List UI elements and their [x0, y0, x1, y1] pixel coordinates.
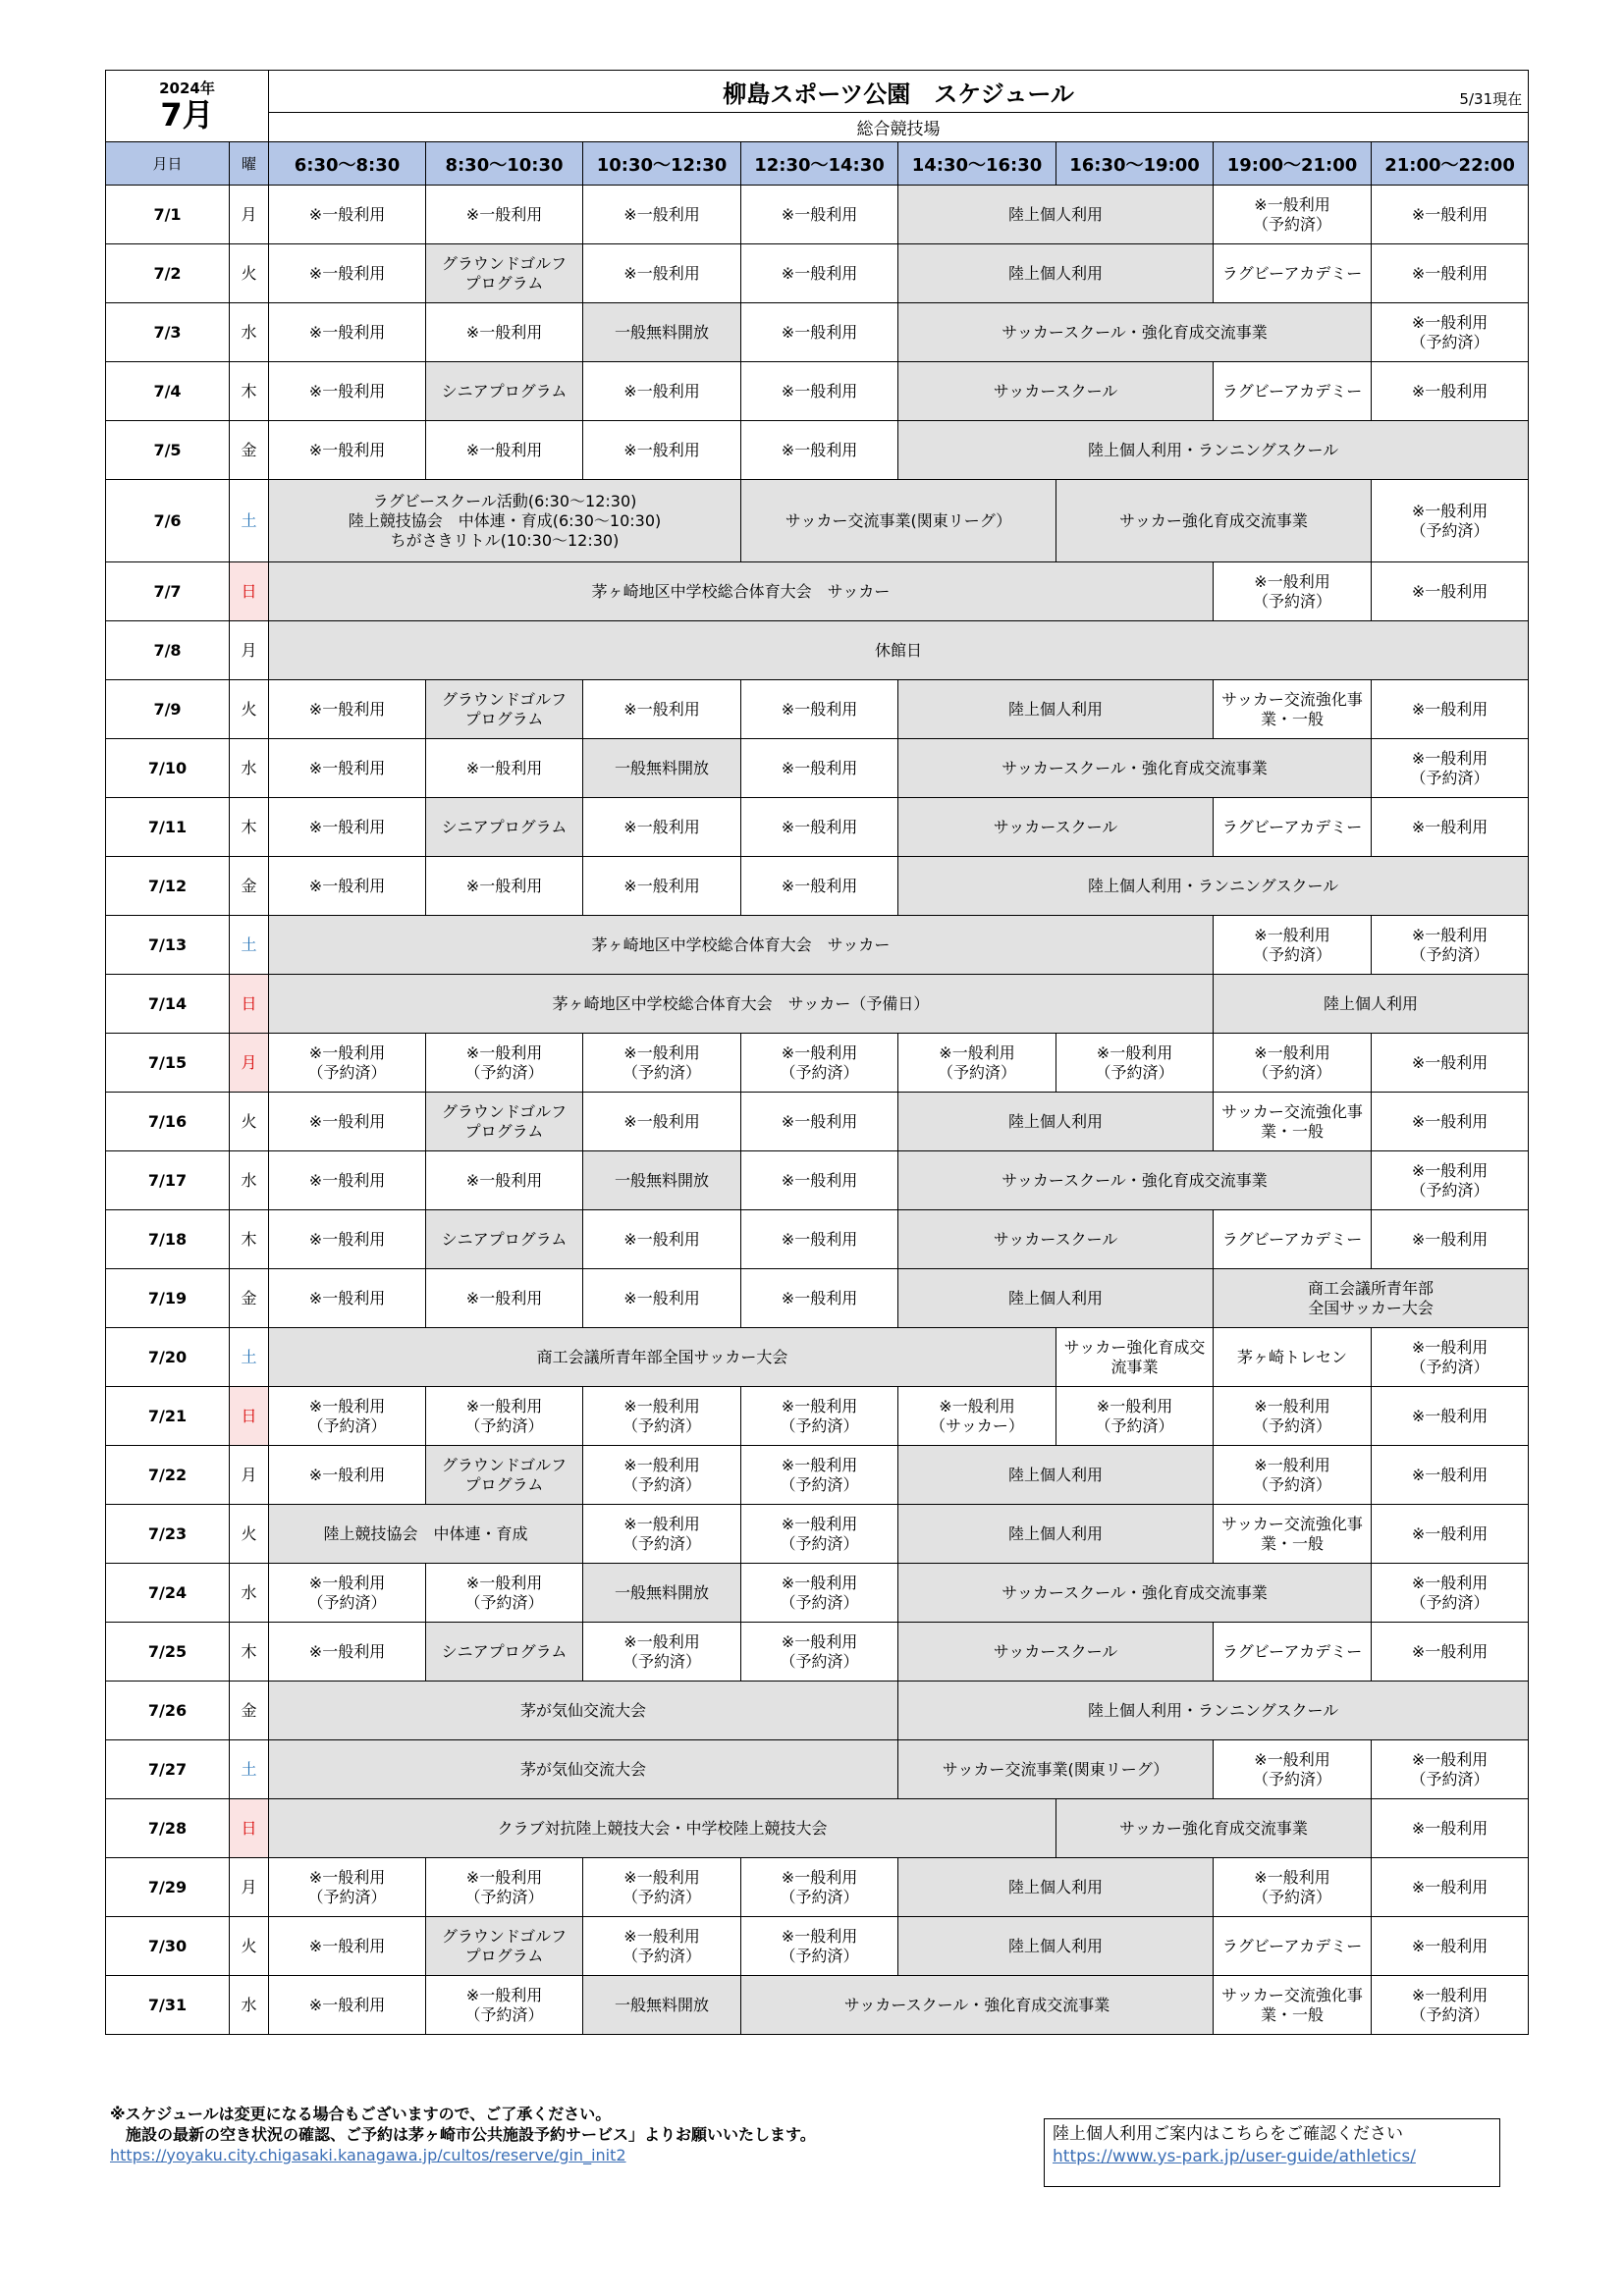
schedule-cell: ※一般利用 — [1372, 362, 1529, 421]
schedule-cell: ※一般利用 — [583, 186, 741, 244]
table-row — [106, 1505, 1529, 1564]
weekday-cell: 土 — [230, 1328, 269, 1387]
table-row — [106, 1623, 1529, 1682]
schedule-cell: ※一般利用 — [583, 857, 741, 916]
date-cell: 7/14 — [106, 975, 230, 1034]
schedule-cell: ※一般利用 （予約済） — [269, 1034, 426, 1093]
weekday-cell: 月 — [230, 621, 269, 680]
date-cell: 7/29 — [106, 1858, 230, 1917]
page-title: 柳島スポーツ公園 スケジュール — [723, 80, 1074, 108]
table-row — [106, 1269, 1529, 1328]
schedule-cell: ※一般利用 （予約済） — [583, 1034, 741, 1093]
schedule-cell: サッカー交流強化事業・一般 — [1214, 1093, 1372, 1151]
schedule-cell: ※一般利用 — [1372, 186, 1529, 244]
schedule-cell: ※一般利用 — [269, 303, 426, 362]
schedule-cell: ※一般利用 — [269, 1623, 426, 1682]
schedule-cell: ※一般利用 — [741, 857, 898, 916]
schedule-cell: 陸上競技協会 中体連・育成 — [269, 1505, 583, 1564]
schedule-cell: ※一般利用 — [1372, 1210, 1529, 1269]
column-header: 21:00～22:00 — [1372, 142, 1529, 186]
reservation-link[interactable]: https://yoyaku.city.chigasaki.kanagawa.jp/cultos/reserve/gin_init2 — [110, 2146, 626, 2164]
weekday-cell: 月 — [230, 1034, 269, 1093]
weekday-cell: 土 — [230, 1740, 269, 1799]
info-box-text: 陸上個人利用ご案内はこちらをご確認ください — [1053, 2124, 1403, 2144]
schedule-cell: ※一般利用 — [269, 421, 426, 480]
schedule-cell: ※一般利用 — [426, 739, 583, 798]
date-cell: 7/23 — [106, 1505, 230, 1564]
schedule-cell: ※一般利用 — [269, 1976, 426, 2035]
schedule-cell: ※一般利用 （予約済） — [426, 1034, 583, 1093]
schedule-cell: サッカー強化育成交流事業 — [1056, 1799, 1372, 1858]
schedule-cell: ※一般利用 （予約済） — [1372, 1328, 1529, 1387]
schedule-cell: ※一般利用 — [583, 680, 741, 739]
weekday-cell: 水 — [230, 1976, 269, 2035]
schedule-cell: ラグビースクール活動(6:30～12:30) 陸上競技協会 中体連・育成(6:30～10:30) ちがさきリトル(10:30～12:30) — [269, 480, 741, 562]
table-row — [106, 421, 1529, 480]
schedule-cell: ※一般利用 — [583, 244, 741, 303]
weekday-cell: 月 — [230, 186, 269, 244]
schedule-cell: ※一般利用 — [426, 857, 583, 916]
weekday-cell: 木 — [230, 1210, 269, 1269]
schedule-cell: 茅ヶ崎地区中学校総合体育大会 サッカー（予備日） — [269, 975, 1214, 1034]
schedule-cell: ※一般利用 （予約済） — [1214, 1858, 1372, 1917]
weekday-cell: 日 — [230, 562, 269, 621]
schedule-cell: ※一般利用 （予約済） — [426, 1564, 583, 1623]
schedule-cell: ※一般利用 — [741, 680, 898, 739]
weekday-cell: 木 — [230, 1623, 269, 1682]
table-row — [106, 480, 1529, 562]
schedule-cell: 茅が気仙交流大会 — [269, 1740, 898, 1799]
column-header: 12:30～14:30 — [741, 142, 898, 186]
schedule-cell: ※一般利用 （サッカー） — [898, 1387, 1056, 1446]
table-row — [106, 186, 1529, 244]
schedule-cell: ※一般利用 — [583, 1093, 741, 1151]
schedule-cell: ※一般利用 （予約済） — [583, 1858, 741, 1917]
schedule-cell: ※一般利用 — [1372, 1623, 1529, 1682]
schedule-cell: ※一般利用 — [583, 362, 741, 421]
table-row — [106, 1740, 1529, 1799]
schedule-cell: ※一般利用 — [1372, 1799, 1529, 1858]
table-row — [106, 680, 1529, 739]
schedule-cell: ※一般利用 （予約済） — [1372, 1564, 1529, 1623]
schedule-cell: 陸上個人利用 — [898, 1917, 1214, 1976]
schedule-cell: グラウンドゴルフ プログラム — [426, 244, 583, 303]
schedule-cell: サッカースクール・強化育成交流事業 — [898, 1151, 1372, 1210]
date-cell: 7/18 — [106, 1210, 230, 1269]
schedule-cell: サッカー強化育成交流事業 — [1056, 1328, 1214, 1387]
schedule-cell: サッカースクール — [898, 798, 1214, 857]
schedule-cell: ※一般利用 （予約済） — [426, 1387, 583, 1446]
schedule-cell: ※一般利用 — [269, 680, 426, 739]
table-row — [106, 1034, 1529, 1093]
schedule-cell: ※一般利用 （予約済） — [741, 1505, 898, 1564]
table-row — [106, 244, 1529, 303]
schedule-cell: ※一般利用 （予約済） — [741, 1623, 898, 1682]
schedule-cell: ※一般利用 （予約済） — [1214, 916, 1372, 975]
schedule-cell: ※一般利用 （予約済） — [1214, 186, 1372, 244]
schedule-cell: ※一般利用 （予約済） — [1056, 1387, 1214, 1446]
schedule-cell: ラグビーアカデミー — [1214, 1210, 1372, 1269]
schedule-cell: ※一般利用 （予約済） — [269, 1858, 426, 1917]
date-cell: 7/20 — [106, 1328, 230, 1387]
schedule-cell: ※一般利用 （予約済） — [583, 1623, 741, 1682]
schedule-cell: ※一般利用 — [269, 1151, 426, 1210]
schedule-cell: ※一般利用 — [583, 1269, 741, 1328]
schedule-cell: サッカースクール — [898, 362, 1214, 421]
column-header: 14:30～16:30 — [898, 142, 1056, 186]
schedule-cell: ※一般利用 — [426, 1151, 583, 1210]
schedule-cell: ※一般利用 — [269, 1210, 426, 1269]
date-cell: 7/9 — [106, 680, 230, 739]
schedule-cell: サッカー交流強化事業・一般 — [1214, 680, 1372, 739]
schedule-cell: ※一般利用 （予約済） — [741, 1034, 898, 1093]
schedule-body — [106, 186, 1529, 2035]
schedule-cell: ※一般利用 （予約済） — [1372, 1740, 1529, 1799]
weekday-cell: 金 — [230, 857, 269, 916]
schedule-cell: ※一般利用 — [269, 1269, 426, 1328]
schedule-cell: グラウンドゴルフ プログラム — [426, 1446, 583, 1505]
schedule-cell: ※一般利用 （予約済） — [426, 1858, 583, 1917]
schedule-cell: 商工会議所青年部 全国サッカー大会 — [1214, 1269, 1529, 1328]
schedule-cell: ※一般利用 — [269, 1917, 426, 1976]
table-row — [106, 1682, 1529, 1740]
weekday-cell: 月 — [230, 1446, 269, 1505]
schedule-cell: ※一般利用 （予約済） — [741, 1387, 898, 1446]
schedule-cell: ※一般利用 — [741, 244, 898, 303]
schedule-cell: シニアプログラム — [426, 798, 583, 857]
schedule-cell: 休館日 — [269, 621, 1529, 680]
schedule-cell: 陸上個人利用 — [898, 1269, 1214, 1328]
table-row — [106, 562, 1529, 621]
weekday-cell: 木 — [230, 798, 269, 857]
date-cell: 7/7 — [106, 562, 230, 621]
date-cell: 7/24 — [106, 1564, 230, 1623]
schedule-cell: 茅が気仙交流大会 — [269, 1682, 898, 1740]
schedule-cell: グラウンドゴルフ プログラム — [426, 680, 583, 739]
column-header: 6:30～8:30 — [269, 142, 426, 186]
table-row — [106, 1210, 1529, 1269]
schedule-cell: 陸上個人利用・ランニングスクール — [898, 421, 1529, 480]
schedule-cell: ※一般利用 — [741, 303, 898, 362]
table-row — [106, 1093, 1529, 1151]
schedule-cell: サッカースクール・強化育成交流事業 — [898, 739, 1372, 798]
schedule-cell: 陸上個人利用・ランニングスクール — [898, 857, 1529, 916]
schedule-cell: ※一般利用 — [741, 1269, 898, 1328]
date-cell: 7/22 — [106, 1446, 230, 1505]
weekday-cell: 水 — [230, 1564, 269, 1623]
year-label: 2024年 — [159, 80, 215, 97]
schedule-cell: グラウンドゴルフ プログラム — [426, 1093, 583, 1151]
weekday-cell: 金 — [230, 421, 269, 480]
schedule-cell: ※一般利用 — [741, 798, 898, 857]
venue-name: 総合競技場 — [269, 113, 1529, 142]
schedule-cell: ※一般利用 （予約済） — [1372, 1976, 1529, 2035]
weekday-cell: 水 — [230, 739, 269, 798]
schedule-cell: 陸上個人利用 — [1214, 975, 1529, 1034]
schedule-cell: ※一般利用 （予約済） — [741, 1564, 898, 1623]
table-row — [106, 1151, 1529, 1210]
table-row — [106, 916, 1529, 975]
month-header — [106, 71, 269, 142]
date-cell: 7/2 — [106, 244, 230, 303]
note-line-1: ※スケジュールは変更になる場合もございますので、ご了承ください。 — [110, 2105, 612, 2123]
schedule-cell: ※一般利用 — [741, 1151, 898, 1210]
as-of-date: 5/31現在 — [1459, 90, 1523, 108]
schedule-cell: ※一般利用 — [269, 186, 426, 244]
column-header: 19:00～21:00 — [1214, 142, 1372, 186]
schedule-cell: ※一般利用 — [1372, 798, 1529, 857]
date-cell: 7/4 — [106, 362, 230, 421]
date-cell: 7/28 — [106, 1799, 230, 1858]
schedule-cell: ※一般利用 — [741, 186, 898, 244]
schedule-cell: サッカースクール・強化育成交流事業 — [741, 1976, 1214, 2035]
table-row — [106, 303, 1529, 362]
weekday-cell: 水 — [230, 303, 269, 362]
schedule-cell: サッカースクール — [898, 1210, 1214, 1269]
weekday-cell: 金 — [230, 1269, 269, 1328]
note-line-2: 施設の最新の空き状況の確認、ご予約は茅ヶ崎市公共施設予約サービス」よりお願いいたします。 — [110, 2125, 816, 2144]
schedule-cell: 陸上個人利用 — [898, 244, 1214, 303]
schedule-cell: ラグビーアカデミー — [1214, 362, 1372, 421]
schedule-cell: サッカー交流強化事業・一般 — [1214, 1976, 1372, 2035]
schedule-cell: シニアプログラム — [426, 362, 583, 421]
schedule-cell: ※一般利用 （予約済） — [1214, 1387, 1372, 1446]
schedule-cell: 一般無料開放 — [583, 1151, 741, 1210]
schedule-cell: ※一般利用 （予約済） — [583, 1917, 741, 1976]
schedule-cell: ※一般利用 — [269, 739, 426, 798]
schedule-cell: ※一般利用 — [741, 421, 898, 480]
schedule-cell: ※一般利用 （予約済） — [741, 1446, 898, 1505]
schedule-cell: ※一般利用 （予約済） — [1056, 1034, 1214, 1093]
schedule-cell: ※一般利用 — [269, 798, 426, 857]
weekday-cell: 日 — [230, 1387, 269, 1446]
schedule-cell: ※一般利用 （予約済） — [1372, 480, 1529, 562]
weekday-cell: 火 — [230, 680, 269, 739]
schedule-cell: ラグビーアカデミー — [1214, 1917, 1372, 1976]
date-cell: 7/19 — [106, 1269, 230, 1328]
weekday-cell: 火 — [230, 1917, 269, 1976]
schedule-cell: ※一般利用 （予約済） — [1372, 739, 1529, 798]
schedule-cell: ※一般利用 （予約済） — [1372, 1151, 1529, 1210]
notes — [110, 2104, 1043, 2165]
schedule-cell: サッカースクール・強化育成交流事業 — [898, 1564, 1372, 1623]
schedule-cell: ※一般利用 — [269, 1446, 426, 1505]
column-header: 8:30～10:30 — [426, 142, 583, 186]
schedule-cell: ※一般利用 — [1372, 562, 1529, 621]
schedule-cell: ※一般利用 （予約済） — [583, 1505, 741, 1564]
schedule-cell: ※一般利用 （予約済） — [1214, 562, 1372, 621]
weekday-cell: 土 — [230, 916, 269, 975]
schedule-cell: ※一般利用 （予約済） — [898, 1034, 1056, 1093]
schedule-cell: クラブ対抗陸上競技大会・中学校陸上競技大会 — [269, 1799, 1056, 1858]
schedule-cell: 茅ヶ崎地区中学校総合体育大会 サッカー — [269, 916, 1214, 975]
schedule-cell: 陸上個人利用 — [898, 1505, 1214, 1564]
column-header: 10:30～12:30 — [583, 142, 741, 186]
date-cell: 7/30 — [106, 1917, 230, 1976]
table-row — [106, 798, 1529, 857]
schedule-cell: ※一般利用 （予約済） — [269, 1564, 426, 1623]
schedule-cell: ※一般利用 — [741, 362, 898, 421]
schedule-cell: 一般無料開放 — [583, 1564, 741, 1623]
date-cell: 7/12 — [106, 857, 230, 916]
schedule-cell: ※一般利用 — [269, 1093, 426, 1151]
table-row — [106, 1917, 1529, 1976]
date-cell: 7/5 — [106, 421, 230, 480]
table-row — [106, 362, 1529, 421]
date-cell: 7/13 — [106, 916, 230, 975]
schedule-cell: ※一般利用 （予約済） — [1214, 1446, 1372, 1505]
schedule-cell: ※一般利用 （予約済） — [583, 1387, 741, 1446]
schedule-cell: ラグビーアカデミー — [1214, 244, 1372, 303]
schedule-cell: 陸上個人利用 — [898, 1446, 1214, 1505]
table-row — [106, 857, 1529, 916]
schedule-cell: 商工会議所青年部全国サッカー大会 — [269, 1328, 1056, 1387]
schedule-sheet — [105, 70, 1528, 2035]
table-row — [106, 1858, 1529, 1917]
schedule-cell: ※一般利用 — [583, 798, 741, 857]
schedule-cell: ※一般利用 — [426, 186, 583, 244]
schedule-cell: ※一般利用 — [269, 857, 426, 916]
schedule-cell: ※一般利用 — [1372, 244, 1529, 303]
weekday-cell: 木 — [230, 362, 269, 421]
date-cell: 7/26 — [106, 1682, 230, 1740]
schedule-cell: ※一般利用 （予約済） — [741, 1858, 898, 1917]
schedule-cell: シニアプログラム — [426, 1210, 583, 1269]
schedule-cell: 陸上個人利用 — [898, 680, 1214, 739]
table-row — [106, 1446, 1529, 1505]
page-title-cell — [269, 71, 1529, 113]
schedule-cell: ※一般利用 （予約済） — [1372, 303, 1529, 362]
weekday-cell: 火 — [230, 244, 269, 303]
schedule-cell: ※一般利用 — [426, 1269, 583, 1328]
schedule-cell: 一般無料開放 — [583, 739, 741, 798]
date-cell: 7/21 — [106, 1387, 230, 1446]
schedule-cell: ※一般利用 （予約済） — [1372, 916, 1529, 975]
schedule-cell: ※一般利用 （予約済） — [1214, 1740, 1372, 1799]
schedule-cell: 陸上個人利用・ランニングスクール — [898, 1682, 1529, 1740]
schedule-cell: サッカースクール・強化育成交流事業 — [898, 303, 1372, 362]
schedule-cell: ※一般利用 — [269, 362, 426, 421]
weekday-cell: 土 — [230, 480, 269, 562]
table-row — [106, 621, 1529, 680]
schedule-cell: シニアプログラム — [426, 1623, 583, 1682]
table-row — [106, 739, 1529, 798]
table-row — [106, 1328, 1529, 1387]
column-header: 16:30～19:00 — [1056, 142, 1214, 186]
schedule-cell: 一般無料開放 — [583, 1976, 741, 2035]
schedule-cell: ラグビーアカデミー — [1214, 798, 1372, 857]
column-header: 月日 — [106, 142, 230, 186]
table-row — [106, 1564, 1529, 1623]
schedule-cell: サッカー強化育成交流事業 — [1056, 480, 1372, 562]
schedule-cell: ※一般利用 — [269, 244, 426, 303]
date-cell: 7/11 — [106, 798, 230, 857]
date-cell: 7/31 — [106, 1976, 230, 2035]
date-cell: 7/3 — [106, 303, 230, 362]
schedule-cell: グラウンドゴルフ プログラム — [426, 1917, 583, 1976]
schedule-cell: ※一般利用 （予約済） — [269, 1387, 426, 1446]
schedule-cell: ※一般利用 （予約済） — [583, 1446, 741, 1505]
schedule-cell: ※一般利用 （予約済） — [426, 1976, 583, 2035]
date-cell: 7/27 — [106, 1740, 230, 1799]
table-row — [106, 975, 1529, 1034]
schedule-cell: サッカー交流事業(関東リーグ） — [898, 1740, 1214, 1799]
schedule-cell: ※一般利用 — [1372, 1446, 1529, 1505]
date-cell: 7/15 — [106, 1034, 230, 1093]
weekday-cell: 日 — [230, 1799, 269, 1858]
table-row — [106, 1976, 1529, 2035]
weekday-cell: 水 — [230, 1151, 269, 1210]
date-cell: 7/1 — [106, 186, 230, 244]
schedule-cell: ※一般利用 — [1372, 1093, 1529, 1151]
column-header: 曜 — [230, 142, 269, 186]
schedule-cell: 茅ヶ崎地区中学校総合体育大会 サッカー — [269, 562, 1214, 621]
schedule-cell: ※一般利用 — [1372, 680, 1529, 739]
schedule-cell: ※一般利用 — [426, 303, 583, 362]
date-cell: 7/10 — [106, 739, 230, 798]
schedule-cell: ※一般利用 （予約済） — [1214, 1034, 1372, 1093]
schedule-cell: ※一般利用 — [741, 1210, 898, 1269]
schedule-cell: ※一般利用 — [426, 421, 583, 480]
schedule-cell: ※一般利用 （予約済） — [741, 1917, 898, 1976]
date-cell: 7/8 — [106, 621, 230, 680]
athletics-guide-link[interactable]: https://www.ys-park.jp/user-guide/athletics/ — [1053, 2147, 1416, 2166]
weekday-cell: 月 — [230, 1858, 269, 1917]
weekday-cell: 金 — [230, 1682, 269, 1740]
column-header-row — [106, 142, 1529, 186]
date-cell: 7/6 — [106, 480, 230, 562]
schedule-table — [105, 70, 1529, 2035]
date-cell: 7/17 — [106, 1151, 230, 1210]
schedule-cell: サッカースクール — [898, 1623, 1214, 1682]
athletics-info-box — [1044, 2118, 1500, 2187]
date-cell: 7/25 — [106, 1623, 230, 1682]
schedule-cell: ※一般利用 — [1372, 1917, 1529, 1976]
weekday-cell: 火 — [230, 1505, 269, 1564]
date-cell: 7/16 — [106, 1093, 230, 1151]
schedule-cell: ※一般利用 — [741, 739, 898, 798]
schedule-cell: サッカー交流強化事業・一般 — [1214, 1505, 1372, 1564]
schedule-cell: サッカー交流事業(関東リーグ） — [741, 480, 1056, 562]
schedule-cell: ※一般利用 — [741, 1093, 898, 1151]
schedule-cell: 一般無料開放 — [583, 303, 741, 362]
schedule-cell: ※一般利用 — [583, 1210, 741, 1269]
schedule-cell: ラグビーアカデミー — [1214, 1623, 1372, 1682]
schedule-cell: 陸上個人利用 — [898, 1093, 1214, 1151]
schedule-cell: ※一般利用 — [583, 421, 741, 480]
schedule-cell: ※一般利用 — [1372, 1858, 1529, 1917]
weekday-cell: 日 — [230, 975, 269, 1034]
schedule-cell: ※一般利用 — [1372, 1034, 1529, 1093]
schedule-cell: 陸上個人利用 — [898, 186, 1214, 244]
schedule-cell: 茅ヶ崎トレセン — [1214, 1328, 1372, 1387]
month-label: 7月 — [160, 96, 214, 133]
weekday-cell: 火 — [230, 1093, 269, 1151]
schedule-cell: ※一般利用 — [1372, 1387, 1529, 1446]
table-row — [106, 1799, 1529, 1858]
schedule-cell: ※一般利用 — [1372, 1505, 1529, 1564]
table-row — [106, 1387, 1529, 1446]
schedule-cell: 陸上個人利用 — [898, 1858, 1214, 1917]
